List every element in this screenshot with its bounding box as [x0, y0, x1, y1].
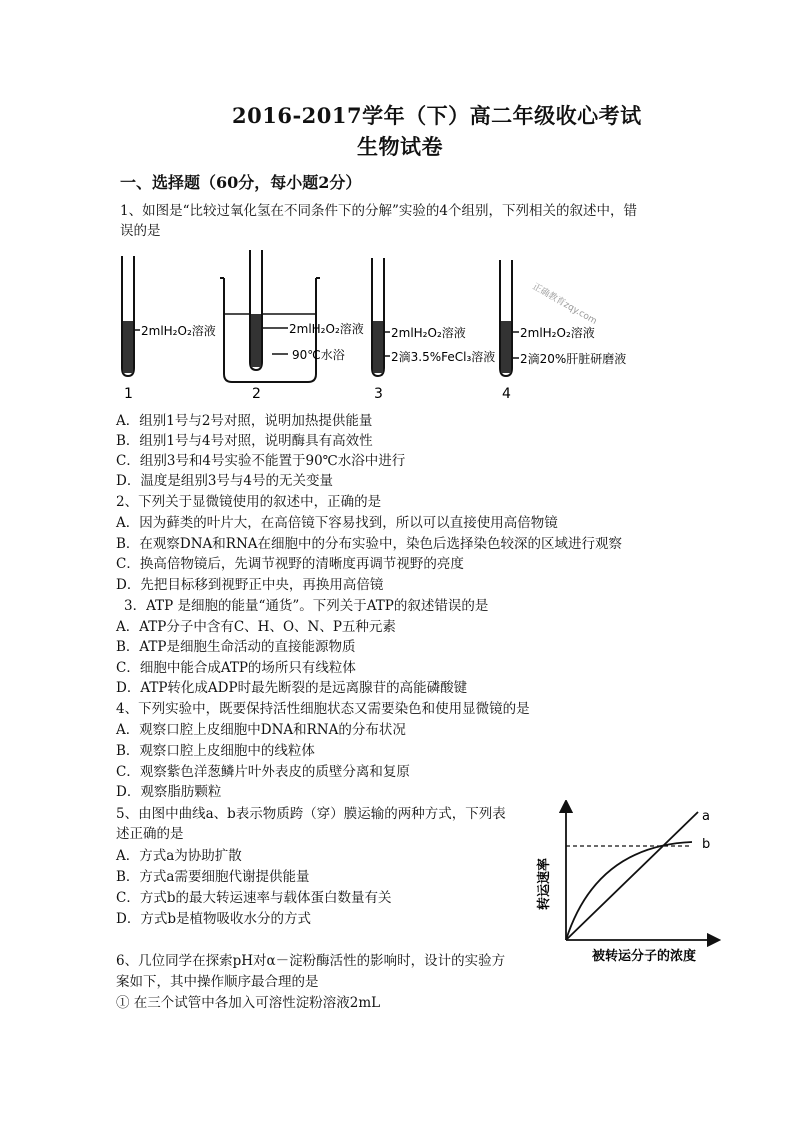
q1-stem-line1: 1、如图是“比较过氧化氢在不同条件下的分解”实验的4个组别，下列相关的叙述中，错	[120, 203, 637, 219]
tube4-number: 4	[502, 386, 511, 402]
exam-subtitle: 生物试卷	[357, 134, 443, 159]
q4-option-d: D．观察脂肪颗粒	[116, 784, 222, 800]
q5-option-b: B．方式a需要细胞代谢提供能量	[116, 869, 310, 885]
q2-option-a: A．因为藓类的叶片大，在高倍镜下容易找到，所以可以直接使用高倍物镜	[116, 515, 558, 531]
tube-2	[220, 250, 364, 402]
curve-b-label: b	[702, 837, 711, 852]
tube2-label-a: 2mlH₂O₂溶液	[289, 322, 364, 336]
tube1-number: 1	[124, 386, 133, 402]
q2-option-b: B．在观察DNA和RNA在细胞中的分布实验中，染色后选择染色较深的区域进行观察	[116, 536, 623, 552]
test-tube-figure	[112, 248, 632, 408]
q1-option-b: B．组别1号与4号对照，说明酶具有高效性	[116, 433, 373, 449]
y-axis-label: 转运速率	[537, 857, 552, 911]
tube3-label-b: 2滴3.5%FeCl₃溶液	[391, 350, 496, 364]
q3-option-b: B．ATP是细胞生命活动的直接能源物质	[116, 639, 356, 655]
q4-option-c: C．观察紫色洋葱鳞片叶外表皮的质壁分离和复原	[116, 764, 410, 780]
tube4-label-a: 2mlH₂O₂溶液	[520, 326, 595, 340]
watermark: 正确教育zqy.com	[530, 281, 599, 327]
q6-stem-line2: 案如下，其中操作顺序最合理的是	[116, 974, 319, 990]
tube-3	[372, 258, 495, 402]
tube-4	[500, 260, 626, 402]
q6-stem-line1: 6、几位同学在探索pH对α－淀粉酶活性的影响时，设计的实验方	[116, 953, 506, 969]
q3-option-d: D．ATP转化成ADP时最先断裂的是远离腺苷的高能磷酸键	[116, 680, 468, 696]
tube3-number: 3	[374, 386, 383, 402]
q4-stem: 4、下列实验中，既要保持活性细胞状态又需要染色和使用显微镜的是	[116, 701, 530, 717]
q2-option-d: D．先把目标移到视野正中央，再换用高倍镜	[116, 577, 384, 593]
tube3-label-a: 2mlH₂O₂溶液	[391, 326, 466, 340]
q3-stem: 3．ATP 是细胞的能量“通货”。下列关于ATP的叙述错误的是	[124, 598, 489, 614]
curve-a-label: a	[702, 809, 710, 824]
q1-stem-line2: 误的是	[120, 223, 161, 239]
q5-option-a: A．方式a为协助扩散	[116, 848, 242, 864]
transport-rate-graph	[534, 800, 724, 965]
q1-option-a: A．组别1号与2号对照，说明加热提供能量	[116, 413, 373, 429]
q3-option-a: A．ATP分子中含有C、H、O、N、P五种元素	[116, 619, 396, 635]
q1-option-d: D．温度是组别3号与4号的无关变量	[116, 473, 334, 489]
q6-step1: ① 在三个试管中各加入可溶性淀粉溶液2mL	[116, 995, 381, 1011]
q2-stem: 2、下列关于显微镜使用的叙述中，正确的是	[116, 494, 382, 510]
tube2-label-b: 90℃水浴	[292, 348, 345, 362]
q2-option-c: C．换高倍物镜后，先调节视野的清晰度再调节视野的亮度	[116, 556, 464, 572]
tube1-label: 2mlH₂O₂溶液	[141, 324, 216, 338]
tube-1	[122, 256, 216, 402]
tube2-number: 2	[252, 386, 261, 402]
q5-stem-line1: 5、由图中曲线a、b表示物质跨（穿）膜运输的两种方式，下列表	[116, 806, 506, 822]
q1-option-c: C．组别3号和4号实验不能置于90℃水浴中进行	[116, 453, 406, 469]
curve-b	[566, 842, 692, 940]
tube4-label-b: 2滴20%肝脏研磨液	[520, 352, 627, 366]
section-heading: 一、选择题（60分，每小题2分）	[120, 173, 362, 192]
q5-option-d: D．方式b是植物吸收水分的方式	[116, 911, 311, 927]
q5-option-c: C．方式b的最大转运速率与载体蛋白数量有关	[116, 890, 392, 906]
x-axis-label: 被转运分子的浓度	[591, 949, 697, 964]
exam-title: 2016-2017学年（下）高二年级收心考试	[232, 103, 642, 128]
q3-option-c: C．细胞中能合成ATP的场所只有线粒体	[116, 660, 356, 676]
curve-a	[566, 812, 698, 940]
q5-stem-line2: 述正确的是	[116, 826, 184, 842]
q4-option-a: A．观察口腔上皮细胞中DNA和RNA的分布状况	[116, 722, 406, 738]
q4-option-b: B．观察口腔上皮细胞中的线粒体	[116, 743, 315, 759]
